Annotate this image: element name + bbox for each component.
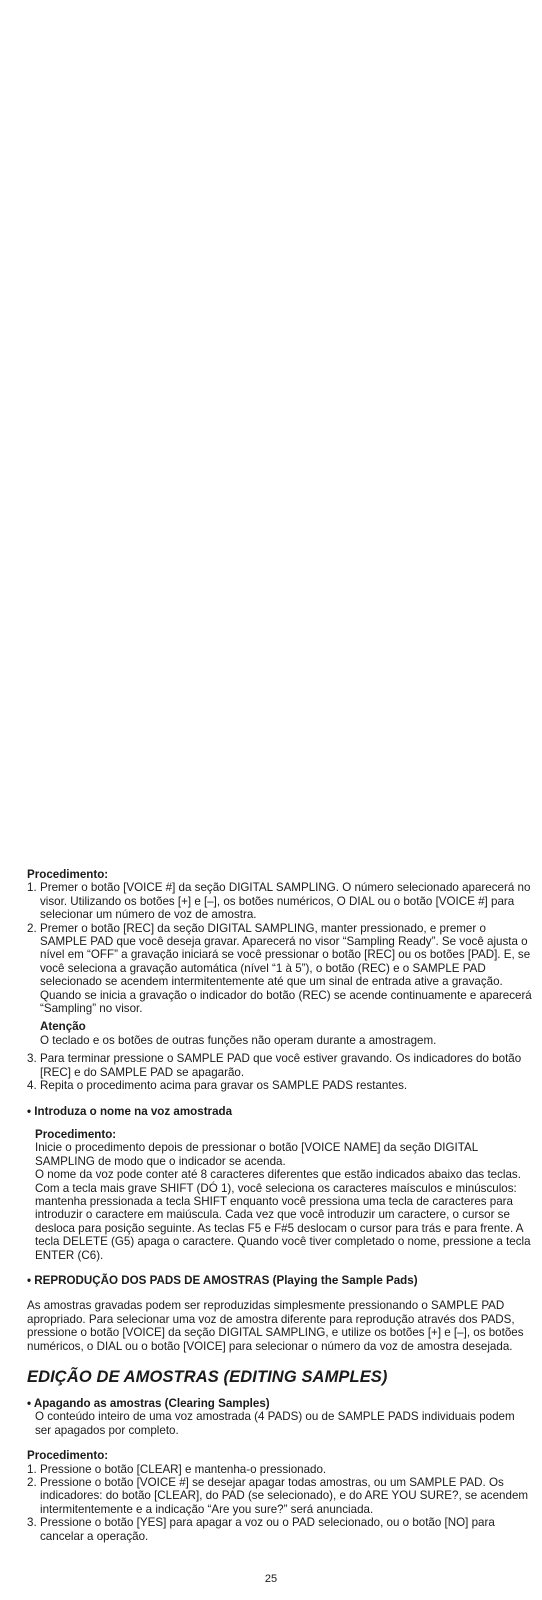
step-number: 1. xyxy=(27,881,37,895)
step-text: Repita o procedimento acima para gravar os SAMPLE PADS restantes. xyxy=(40,1079,408,1093)
step-number: 3. xyxy=(27,1516,37,1530)
step-text: Pressione o botão [VOICE #] se desejar apagar todas amostras, ou um SAMPLE PAD. Os indicadores: do botão [CLEAR], do PAD (se selecionado), e do ARE YOU SURE?, se acendem intermitentemente e a indicação “Are you sure?” será anunciada. xyxy=(40,1476,529,1516)
page-number: 25 xyxy=(264,1573,278,1585)
list-item xyxy=(27,881,533,921)
step-list xyxy=(27,1052,533,1092)
step-list xyxy=(27,1463,533,1543)
list-item xyxy=(27,1079,533,1092)
list-item xyxy=(27,1516,533,1543)
step-number: 2. xyxy=(27,921,37,935)
paragraph: O nome da voz pode conter até 8 caracteres diferentes que estão indicados abaixo das teclas. Com a tecla mais grave SHIFT (DÓ 1), você seleciona os caracteres maísculos e minúsculos: mantenha pressionada a tecla SHIFT enquanto você pressiona uma tecla de caracteres para introduzir o caractere em maiúscula. Cada vez que você introduzir um caractere, o cursor se desloca para posição seguinte. As teclas F5 e F#5 deslocam o cursor para trás e para frente. A tecla DELETE (G5) apaga o caractere. Quando você tiver completado o nome, pressione a tecla ENTER (C6). xyxy=(35,1168,531,1262)
list-item xyxy=(27,1463,533,1476)
step-text: Premer o botão [VOICE #] da seção DIGITAL SAMPLING. O número selecionado aparecerá no visor. Utilizando os botões [+] e [–], os botões numéricos, O DIAL ou o botão [VOICE #] para selecionar um número de voz de amostra. xyxy=(40,881,531,922)
bullet-heading: • Apagando as amostras (Clearing Samples) xyxy=(27,1397,270,1410)
bullet-heading: • Introduza o nome na voz amostrada xyxy=(27,1104,233,1118)
page-content xyxy=(27,868,533,1543)
list-item xyxy=(27,1476,533,1516)
step-number: 3. xyxy=(27,1052,37,1066)
step-text: Para terminar pressione o SAMPLE PAD que você estiver gravando. Os indicadores do botão [REC] e do SAMPLE PAD se apagarão. xyxy=(40,1052,522,1079)
step-text: Pressione o botão [CLEAR] e mantenha-o pressionado. xyxy=(40,1462,327,1476)
attention-text: O teclado e os botões de outras funções não operam durante a amostragem. xyxy=(40,1033,437,1047)
step-list xyxy=(27,881,533,1015)
step-number: 1. xyxy=(27,1462,37,1476)
attention-title: Atenção xyxy=(40,1020,86,1034)
section-heading: Procedimento: xyxy=(35,1127,117,1141)
list-item xyxy=(27,1052,533,1079)
step-number: 4. xyxy=(27,1079,37,1093)
paragraph: Inicie o procedimento depois de pressionar o botão [VOICE NAME] da seção DIGITAL SAMPLING de modo que o indicador se acenda. xyxy=(35,1141,478,1168)
procedure-block xyxy=(35,1128,533,1262)
step-number: 2. xyxy=(27,1476,37,1490)
section-heading: Procedimento: xyxy=(27,868,109,881)
section-title: EDIÇÃO DE AMOSTRAS (EDITING SAMPLES) xyxy=(27,1368,388,1386)
step-text: Pressione o botão [YES] para apagar a voz ou o PAD selecionado, ou o botão [NO] para cancelar a operação. xyxy=(40,1516,495,1543)
paragraph: O conteúdo inteiro de uma voz amostrada (4 PADS) ou de SAMPLE PADS individuais podem ser apagados por completo. xyxy=(35,1410,515,1437)
step-text: Premer o botão [REC] da seção DIGITAL SAMPLING, manter pressionado, e premer o SAMPLE PAD que você deseja gravar. Aparecerá no visor “Sampling Ready”. Se você ajusta o nível em “OFF” a gravação iniciará se você pressionar o botão [REC] ou os botões [PAD]. E, se você seleciona a gravação automática (nível “1 à 5”), o botão (REC) e o SAMPLE PAD selecionado se acendem intermitentemente até que um sinal de entrada ative a gravação. Quando se inicia a gravação o indicador do botão (REC) se acende continuamente e aparecerá “Sampling” no visor. xyxy=(40,921,532,1016)
paragraph: As amostras gravadas podem ser reproduzidas simplesmente pressionando o SAMPLE PAD apropriado. Para selecionar uma voz de amostra diferente para reprodução através dos PADS, pressione o botão [VOICE] da seção DIGITAL SAMPLING, e utilize os botões [+] e [–], os botões numéricos, o DIAL ou o botão [VOICE] para selecionar o número da voz de amostra desejada. xyxy=(27,1299,524,1353)
section-heading: Procedimento: xyxy=(27,1449,109,1463)
list-item xyxy=(27,922,533,1016)
bullet-heading: • REPRODUÇÃO DOS PADS DE AMOSTRAS (Playing the Sample Pads) xyxy=(27,1273,418,1287)
attention-note xyxy=(40,1020,533,1047)
